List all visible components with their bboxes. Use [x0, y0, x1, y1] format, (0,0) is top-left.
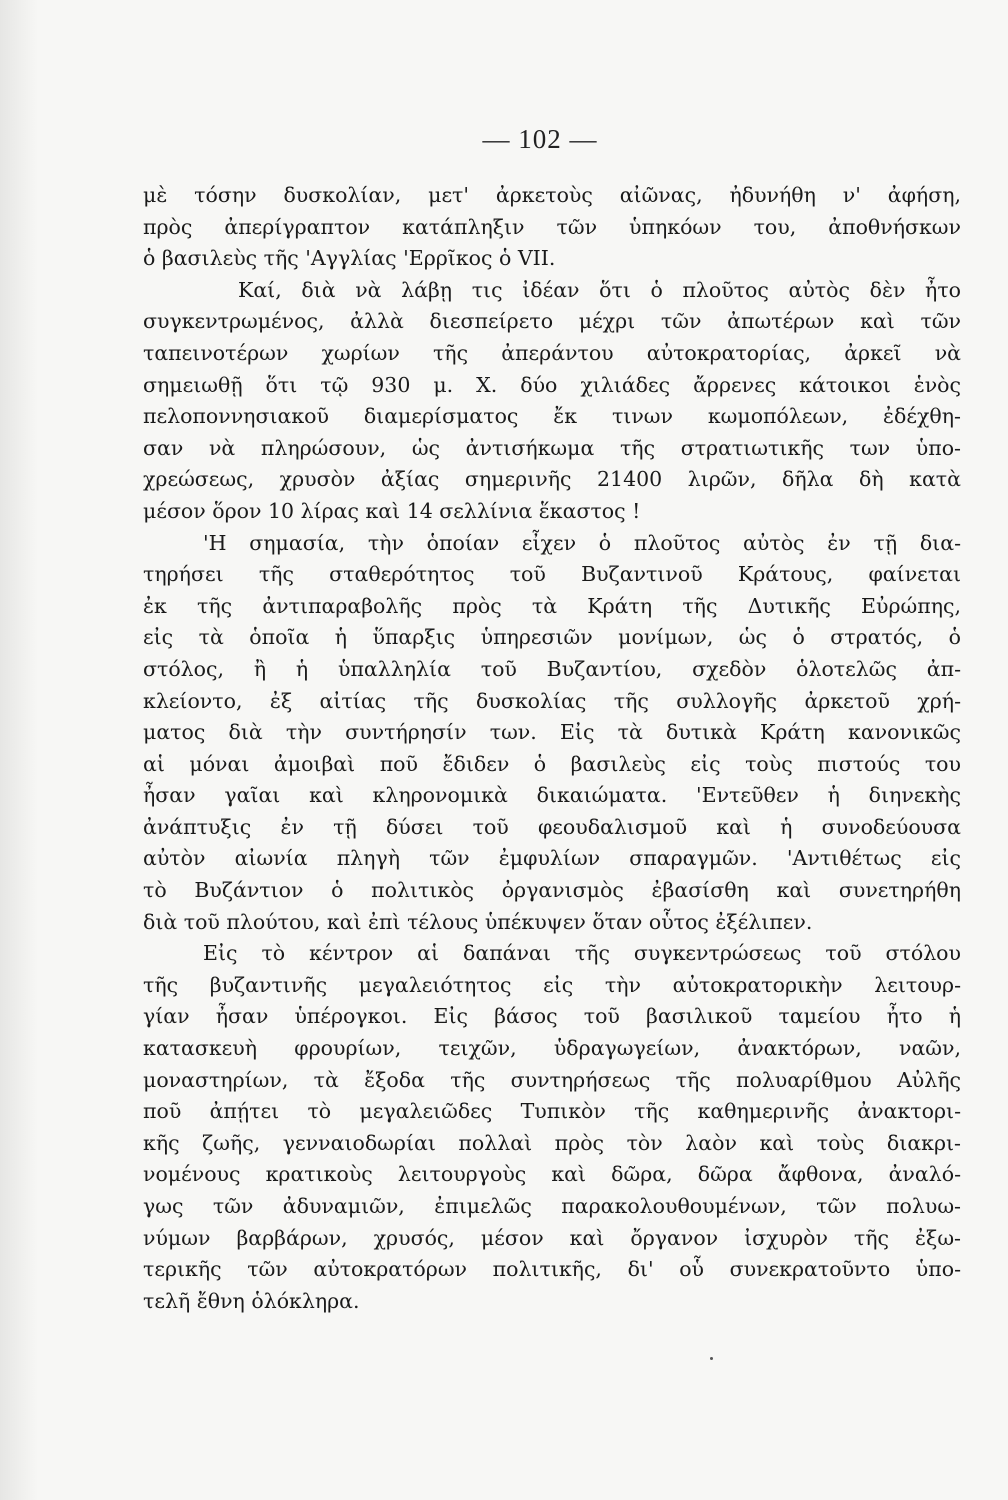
text-line: ταπεινοτέρων χωρίων τῆς ἀπεράντου αὐτοκρατορίας, ἀρκεῖ νὰ — [143, 340, 961, 365]
text-line: σαν νὰ πληρώσουν, ὡς ἀντισήκωμα τῆς στρατιωτικῆς των ὑπο- — [143, 435, 961, 460]
text-line: εἰς τὰ ὁποῖα ἡ ὕπαρξις ὑπηρεσιῶν μονίμων, ὡς ὁ στρατός, ὁ — [143, 625, 961, 650]
text-line: κλείοντο, ἐξ αἰτίας τῆς δυσκολίας τῆς συλλογῆς ἀρκετοῦ χρή- — [143, 688, 961, 713]
text-line: γίαν ἦσαν ὑπέρογκοι. Εἰς βάσος τοῦ βασιλικοῦ ταμείου ἦτο ἡ — [143, 1004, 961, 1029]
text-line: στόλος, ἢ ἡ ὑπαλληλία τοῦ Βυζαντίου, σχεδὸν ὁλοτελῶς ἀπ- — [143, 656, 961, 681]
text-line: τὸ Βυζάντιον ὁ πολιτικὸς ὀργανισμὸς ἐβασίσθη καὶ συνετηρήθη — [143, 878, 961, 903]
text-line: ποῦ ἀπῄτει τὸ μεγαλειῶδες Τυπικὸν τῆς καθημερινῆς ἀνακτορι- — [143, 1099, 961, 1124]
text-line: αὐτὸν αἰωνία πληγὴ τῶν ἐμφυλίων σπαραγμῶν. 'Αντιθέτως εἰς — [143, 846, 961, 871]
text-line: νύμων βαρβάρων, χρυσός, μέσον καὶ ὄργανον ἰσχυρὸν τῆς ἐξω- — [143, 1225, 961, 1250]
text-line: γως τῶν ἀδυναμιῶν, ἐπιμελῶς παρακολουθουμένων, τῶν πολυω- — [143, 1194, 961, 1218]
text-line: 'Η σημασία, τὴν ὁποίαν εἶχεν ὁ πλοῦτος αὐτὸς ἐν τῇ δια- — [203, 530, 961, 555]
text-line: Καί, διὰ νὰ λάβῃ τις ἰδέαν ὅτι ὁ πλοῦτος αὐτὸς δὲν ἦτο — [238, 277, 961, 302]
text-line: χρεώσεως, χρυσὸν ἀξίας σημερινῆς 21400 λιρῶν, δῆλα δὴ κατὰ — [143, 467, 961, 492]
text-line: ἀνάπτυξις ἐν τῇ δύσει τοῦ φεουδαλισμοῦ καὶ ἡ συνοδεύουσα — [143, 814, 961, 839]
text-line: μὲ τόσην δυσκολίαν, μετ' ἀρκετοὺς αἰῶνας, ἠδυνήθη ν' ἀφήση, — [143, 183, 961, 207]
text-line: τελῆ ἔθνη ὁλόκληρα. — [143, 1288, 360, 1313]
text-line: τηρήσει τῆς σταθερότητος τοῦ Βυζαντινοῦ Κράτους, φαίνεται — [143, 562, 961, 587]
text-line: πελοποννησιακοῦ διαμερίσματος ἔκ τινων κωμοπόλεων, ἐδέχθη- — [143, 404, 961, 429]
text-line: μέσον ὅρον 10 λίρας καὶ 14 σελλίνια ἕκαστος ! — [143, 498, 641, 523]
text-line: ματος διὰ τὴν συντήρησίν των. Εἰς τὰ δυτικὰ Κράτη κανονικῶς — [143, 720, 961, 745]
text-line: τῆς βυζαντινῆς μεγαλειότητος εἰς τὴν αὐτοκρατορικὴν λειτουρ- — [143, 972, 961, 997]
page-number-header: — 102 — — [482, 124, 598, 154]
text-line: νομένους κρατικοὺς λειτουργοὺς καὶ δῶρα, δῶρα ἄφθονα, ἀναλό- — [143, 1162, 961, 1187]
text-line: κατασκευὴ φρουρίων, τειχῶν, ὑδραγωγείων, ἀνακτόρων, ναῶν, — [143, 1036, 961, 1061]
ink-speck — [710, 1357, 713, 1360]
text-line: σημειωθῇ ὅτι τῷ 930 μ. Χ. δύο χιλιάδες ἄρρενες κάτοικοι ἑνὸς — [143, 372, 961, 397]
text-line: Εἰς τὸ κέντρον αἱ δαπάναι τῆς συγκεντρώσεως τοῦ στόλου — [203, 941, 961, 966]
body-text — [143, 180, 961, 1317]
text-line: μοναστηρίων, τὰ ἔξοδα τῆς συντηρήσεως τῆς πολυαρίθμου Αὐλῆς — [143, 1067, 961, 1092]
page-edge-shadow — [0, 0, 38, 1500]
text-line: ἐκ τῆς ἀντιπαραβολῆς πρὸς τὰ Κράτη τῆς Δυτικῆς Εὐρώπης, — [143, 593, 961, 618]
text-line: ὁ βασιλεὺς τῆς 'Αγγλίας 'Ερρῖκος ὁ VII. — [143, 246, 556, 271]
text-line: κῆς ζωῆς, γενναιοδωρίαι πολλαὶ πρὸς τὸν λαὸν καὶ τοὺς διακρι- — [143, 1130, 961, 1155]
text-line: πρὸς ἀπερίγραπτον κατάπληξιν τῶν ὑπηκόων του, ἀποθνήσκων — [143, 214, 961, 239]
text-line: διὰ τοῦ πλούτου, καὶ ἐπὶ τέλους ὑπέκυψεν ὅταν οὗτος ἐξέλιπεν. — [143, 909, 813, 934]
text-line: τερικῆς τῶν αὐτοκρατόρων πολιτικῆς, δι' οὗ συνεκρατοῦντο ὑπο- — [143, 1257, 961, 1282]
text-line: ἦσαν γαῖαι καὶ κληρονομικὰ δικαιώματα. 'Εντεῦθεν ἡ διηνεκὴς — [143, 783, 961, 808]
text-line: αἱ μόναι ἀμοιβαὶ ποῦ ἔδιδεν ὁ βασιλεὺς εἰς τοὺς πιστούς του — [143, 751, 961, 776]
text-line: συγκεντρωμένος, ἀλλὰ διεσπείρετο μέχρι τῶν ἀπωτέρων καὶ τῶν — [143, 309, 961, 334]
